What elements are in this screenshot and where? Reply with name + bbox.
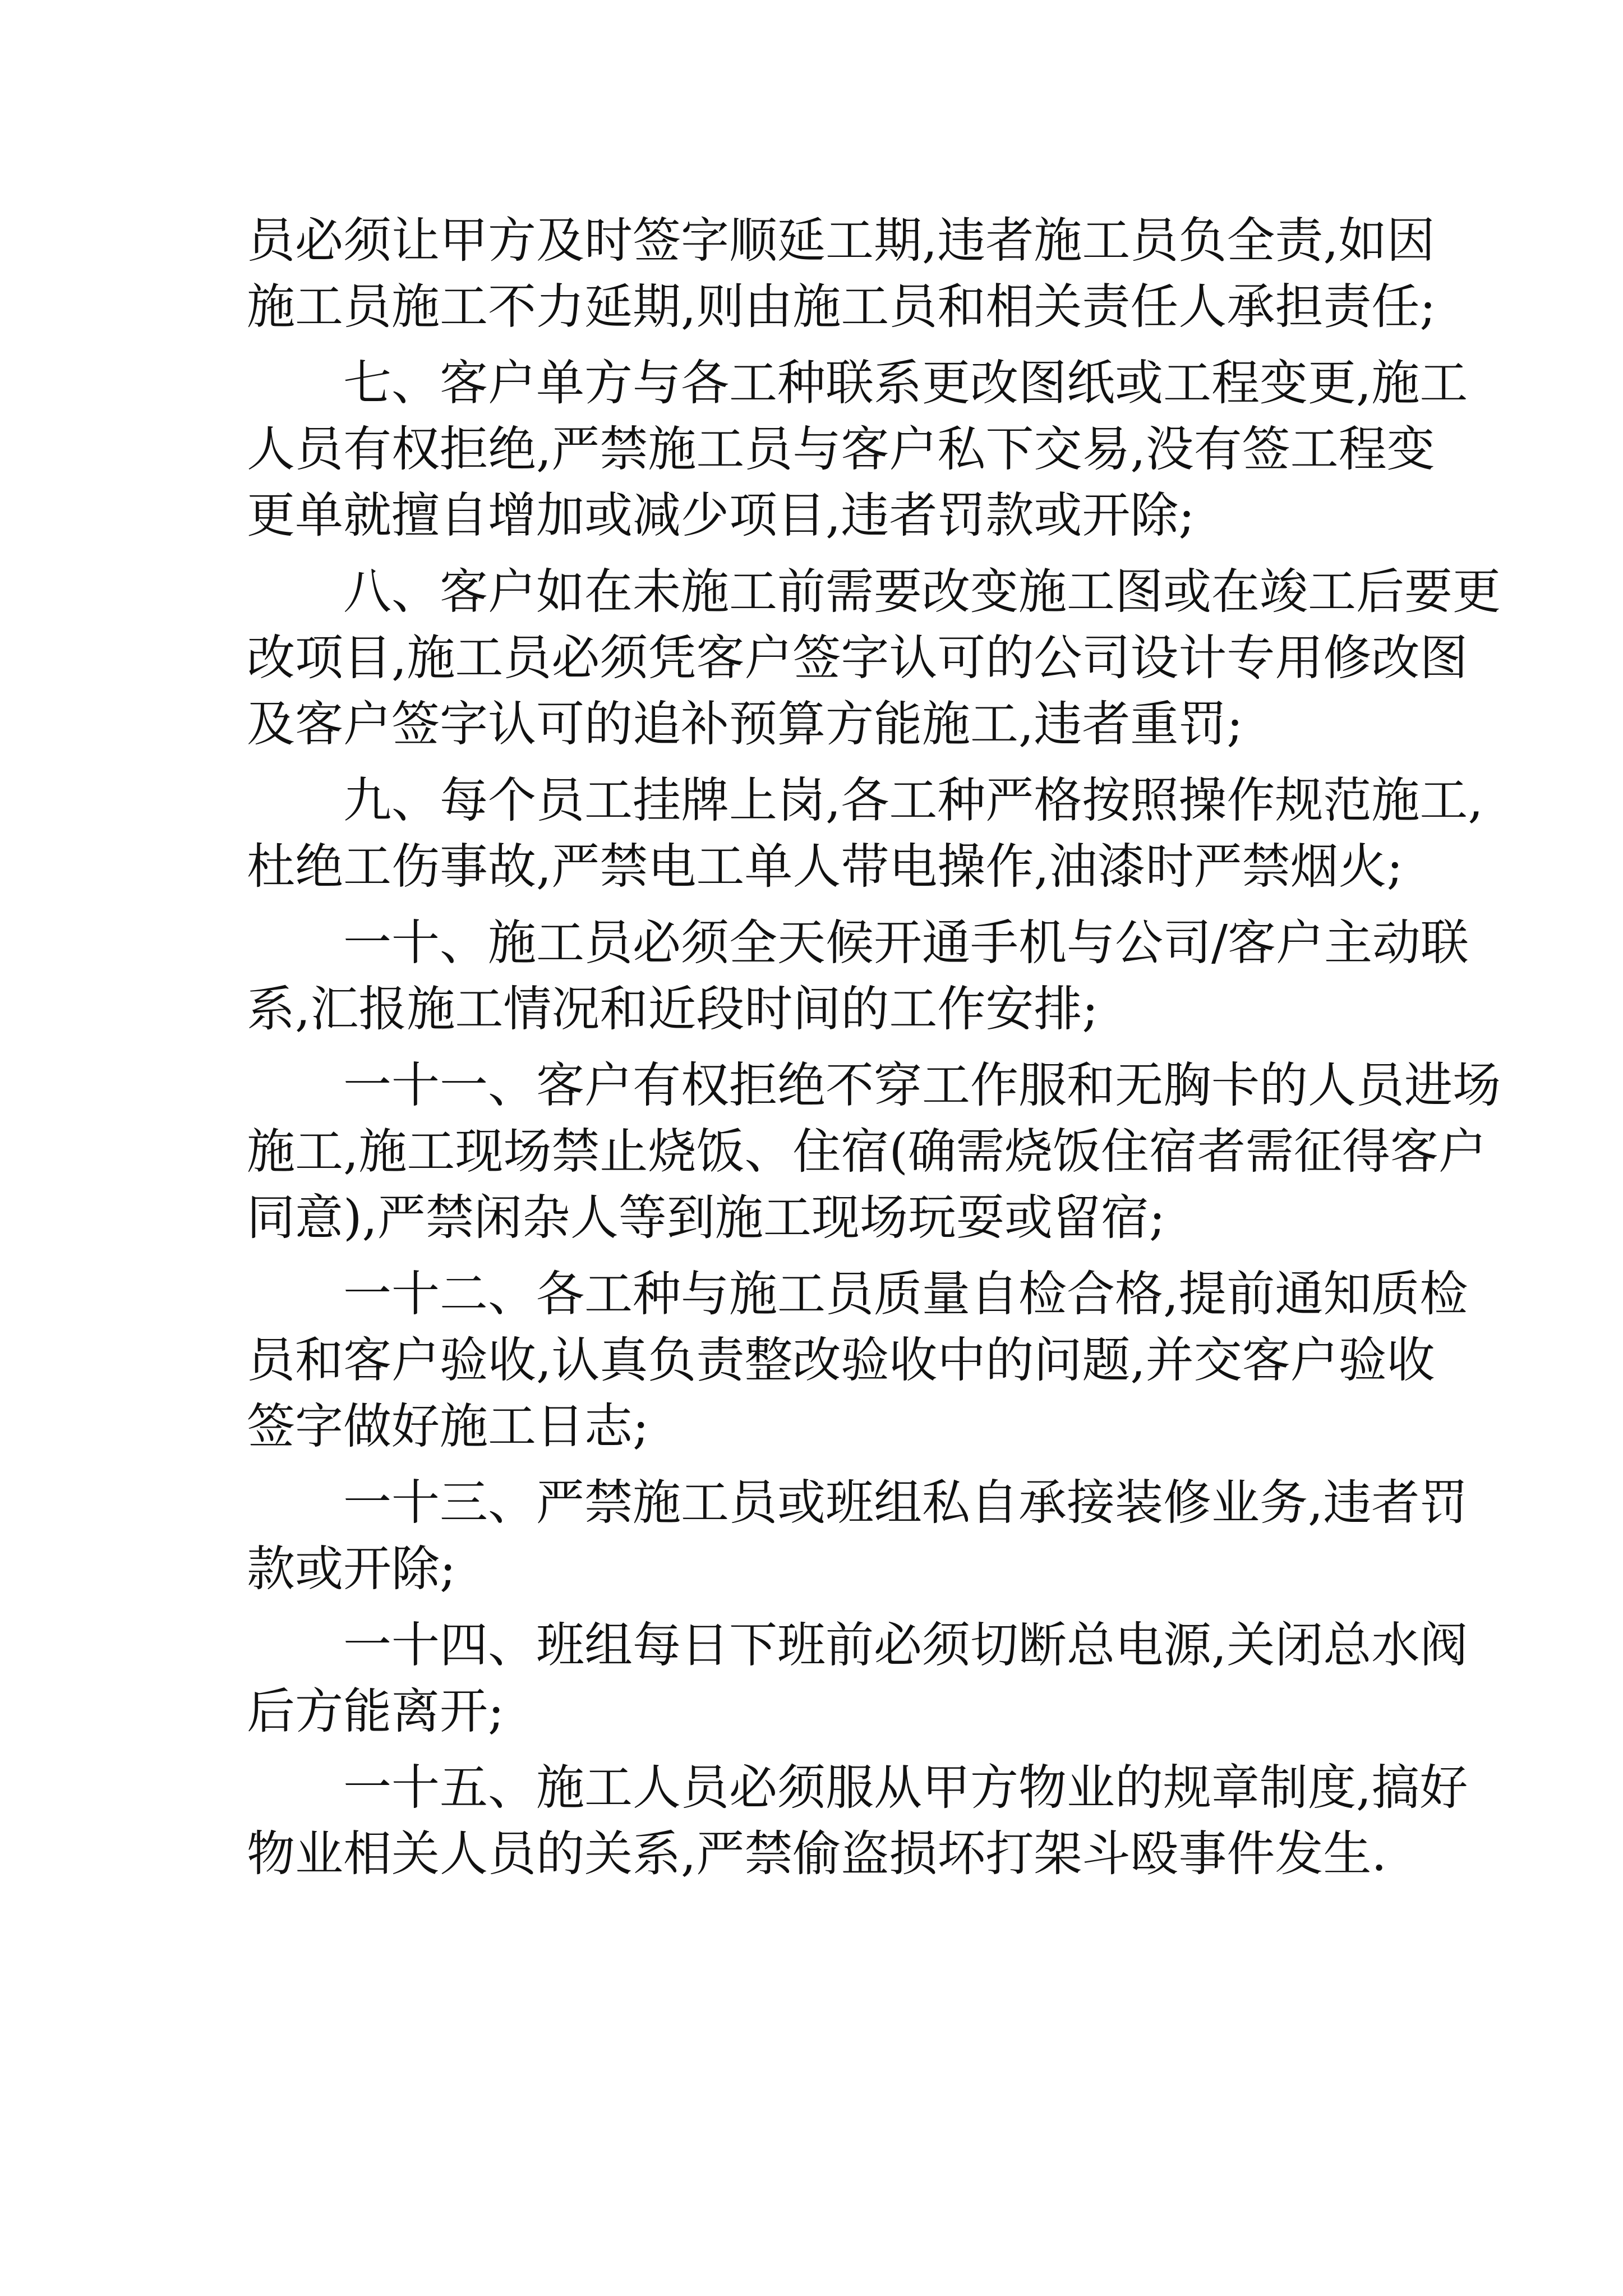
paragraph-item-10 bbox=[247, 910, 1469, 1042]
paragraph-continuation bbox=[247, 208, 1436, 340]
paragraph-item-7 bbox=[247, 350, 1468, 549]
text-line: 改项目,施工员必须凭客户签字认可的公司设计专用修改图 bbox=[247, 630, 1468, 686]
text-line: 一十三、严禁施工员或班组私自承接装修业务,违者罚 bbox=[343, 1475, 1468, 1531]
text-line: 系,汇报施工情况和近段时间的工作安排; bbox=[247, 981, 1099, 1037]
text-line: 杜绝工伤事故,严禁电工单人带电操作,油漆时严禁烟火; bbox=[247, 839, 1403, 895]
text-line: 施工,施工现场禁止烧饭、住宿(确需烧饭住宿者需征得客户 bbox=[247, 1124, 1487, 1180]
paragraph-item-8 bbox=[247, 559, 1501, 757]
paragraph-item-12 bbox=[247, 1261, 1468, 1460]
text-line: 一十、施工员必须全天候开通手机与公司/客户主动联 bbox=[343, 915, 1469, 971]
text-line: 更单就擅自增加或减少项目,违者罚款或开除; bbox=[247, 487, 1195, 544]
text-line: 施工员施工不力延期,则由施工员和相关责任人承担责任; bbox=[247, 279, 1436, 335]
paragraph-item-13 bbox=[247, 1470, 1468, 1602]
text-line: 后方能离开; bbox=[247, 1683, 504, 1740]
text-line: 九、每个员工挂牌上岗,各工种严格按照操作规范施工, bbox=[343, 772, 1483, 829]
paragraph-item-9 bbox=[247, 767, 1483, 900]
text-line: 签字做好施工日志; bbox=[247, 1398, 649, 1455]
text-line: 款或开除; bbox=[247, 1541, 456, 1597]
text-line: 一十二、各工种与施工员质量自检合格,提前通知质检 bbox=[343, 1266, 1468, 1322]
paragraph-item-15 bbox=[247, 1755, 1468, 1887]
text-line: 一十四、班组每日下班前必须切断总电源,关闭总水阀 bbox=[343, 1617, 1468, 1673]
paragraph-item-11 bbox=[247, 1052, 1501, 1251]
text-line: 物业相关人员的关系,严禁偷盗损坏打架斗殴事件发生. bbox=[247, 1826, 1387, 1882]
text-line: 员必须让甲方及时签字顺延工期,违者施工员负全责,如因 bbox=[247, 213, 1435, 269]
text-line: 一十五、施工人员必须服从甲方物业的规章制度,搞好 bbox=[343, 1760, 1468, 1816]
text-line: 同意),严禁闲杂人等到施工现场玩耍或留宿; bbox=[247, 1190, 1165, 1246]
text-line: 八、客户如在未施工前需要改变施工图或在竣工后要更 bbox=[343, 564, 1501, 620]
text-line: 员和客户验收,认真负责整改验收中的问题,并交客户验收 bbox=[247, 1332, 1435, 1388]
paragraph-item-14 bbox=[247, 1612, 1468, 1745]
text-line: 七、客户单方与各工种联系更改图纸或工程变更,施工 bbox=[343, 355, 1468, 411]
text-line: 及客户签字认可的追补预算方能施工,违者重罚; bbox=[247, 696, 1243, 752]
text-line: 人员有权拒绝,严禁施工员与客户私下交易,没有签工程变 bbox=[247, 421, 1435, 477]
document-body bbox=[247, 208, 1501, 1887]
text-line: 一十一、客户有权拒绝不穿工作服和无胸卡的人员进场 bbox=[343, 1057, 1501, 1114]
